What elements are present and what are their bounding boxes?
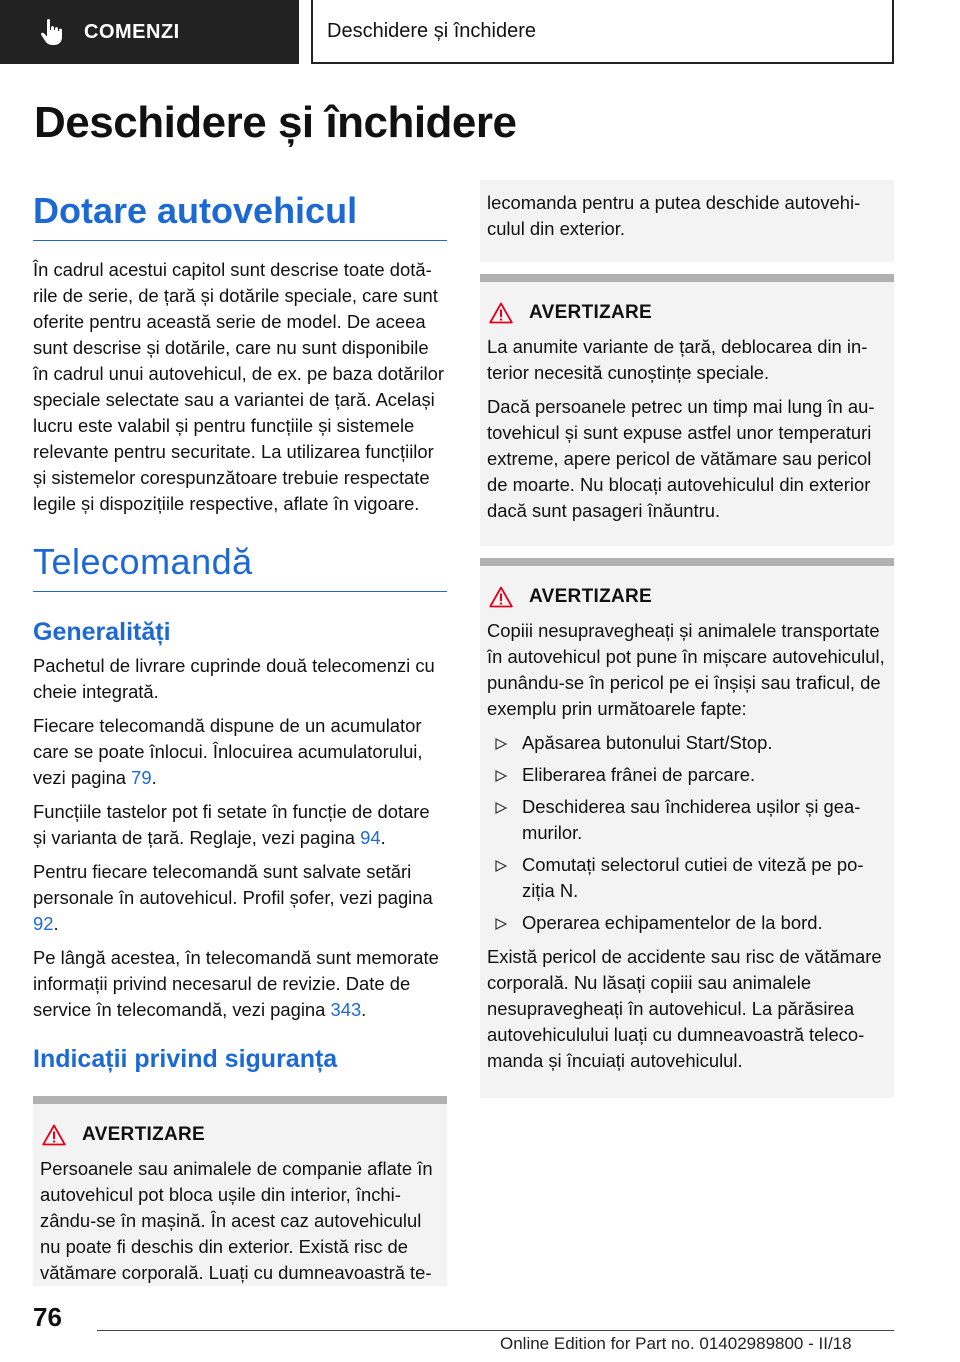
heading-telecomanda: Telecomandă — [33, 541, 447, 592]
warning-title: AVERTIZARE — [82, 1124, 205, 1145]
chapter-tab[interactable] — [311, 0, 894, 64]
list-item — [487, 910, 887, 936]
warning-text: Dacă persoanele petrec un timp mai lung în autovehicul și sunt expuse astfel unor temperaturi extreme, apere pericol de vătămare sau pericol de moarte. Nu blocați autovehiculul din exterior dacă sunt pasageri înăuntru. — [487, 396, 875, 521]
warning-triangle-icon — [489, 302, 513, 324]
paragraph-taste-text: Funcțiile tastelor pot fi setate în funcție de dotare și varianta de țară. Reglaje, vezi pagina — [33, 801, 430, 848]
page-link-92[interactable]: 92 — [33, 913, 54, 934]
paragraph-setari-text: Pentru fiecare telecomandă sunt salvate setări personale în autovehicul. Profil șofer, vezi pagina — [33, 861, 433, 908]
list-item-text: Eliberarea frânei de parcare. — [522, 764, 756, 785]
period: . — [151, 767, 157, 788]
period: . — [380, 827, 386, 848]
bullet-triangle-icon — [495, 860, 507, 872]
paragraph-taste — [33, 799, 447, 851]
warning-continuation — [480, 180, 894, 262]
list-item-text: Operarea echipamentelor de la bord. — [522, 912, 823, 933]
heading-dotare-autovehicul: Dotare autovehicul — [33, 190, 447, 241]
paragraph-dotare: În cadrul acestui capitol sunt descrise toate dotările de serie, de țară și dotările speciale, care sunt oferite pentru această serie de model. De aceea sunt descrise și dotările, care nu sunt disponibile în cadrul unui autovehicul, de ex. pe baza dotărilor speciale selectate sau a variantei de țară. Același lucru este valabil și pentru funcțiile și sistemele relevante pentru securitate. La utilizarea funcțiilor și sistemelor corespunzătoare trebuie respectate legile și dispozițiile respective, aflate în vigoare. — [33, 259, 444, 514]
footer-edition: Online Edition for Part no. 01402989800 - II/18 — [500, 1334, 852, 1353]
list-item — [487, 794, 887, 846]
paragraph-livrare: Pachetul de livrare cuprinde două telecomenzi cu cheie integrată. — [33, 655, 435, 702]
section-tab[interactable] — [0, 0, 299, 64]
section-tab-label: COMENZI — [84, 20, 180, 43]
bullet-triangle-icon — [495, 802, 507, 814]
right-column — [480, 180, 894, 1098]
warning-header — [487, 302, 887, 324]
warning-box — [480, 274, 894, 546]
page-title: Deschidere și închidere — [34, 98, 517, 147]
warning-header — [40, 1124, 440, 1146]
list-item-text: Apăsarea butonului Start/Stop. — [522, 732, 773, 753]
list-item — [487, 852, 887, 904]
period: . — [53, 913, 59, 934]
bullet-list — [487, 730, 887, 936]
bullet-triangle-icon — [495, 770, 507, 782]
list-item — [487, 762, 887, 788]
list-item-text: Comutați selectorul cutiei de viteză pe poziția N. — [522, 854, 864, 901]
paragraph-acumulator — [33, 713, 447, 791]
page-header — [0, 0, 960, 64]
bullet-triangle-icon — [495, 738, 507, 750]
warning-box — [480, 558, 894, 1098]
left-column — [33, 190, 447, 1286]
warning-title: AVERTIZARE — [529, 586, 652, 607]
list-item-text: Deschiderea sau închiderea ușilor și geamurilor. — [522, 796, 861, 843]
footer-divider — [97, 1330, 894, 1331]
paragraph-revizie-text: Pe lângă acestea, în telecomandă sunt memorate informații privind necesarul de revizie. Date de service în telecomandă, vezi pagina — [33, 947, 439, 1020]
paragraph-setari — [33, 859, 447, 937]
warning-box — [33, 1096, 447, 1286]
page-link-79[interactable]: 79 — [131, 767, 152, 788]
bullet-triangle-icon — [495, 918, 507, 930]
page-link-343[interactable]: 343 — [330, 999, 362, 1020]
warning-text: Există pericol de accidente sau risc de vătămare corporală. Nu lăsați copiii sau animalele nesupravegheați în autovehicul. La părăsirea autovehiculului luați cu dumneavoastră telecomanda și încuiați autovehiculul. — [487, 946, 882, 1071]
warning-header — [487, 586, 887, 608]
list-item — [487, 730, 887, 756]
warning-text: Copiii nesupravegheați și animalele transportate în autovehicul pot pune în mișcare autovehiculul, punându-se în pericol pe ei înșiși sau traficul, de exemplu prin următoarele fapte: — [487, 620, 885, 719]
warning-text: Persoanele sau animalele de companie aflate în autovehicul pot bloca ușile din interior, închizându-se în mașină. În acest caz autovehiculul nu poate fi deschis din exterior. Există risc de vătămare corporală. Luați cu dumneavoastră te- — [40, 1158, 433, 1283]
paragraph-acumulator-text: Fiecare telecomandă dispune de un acumulator care se poate înlocui. Înlocuirea acumulatorului, vezi pagina — [33, 715, 423, 788]
page-number: 76 — [33, 1302, 62, 1332]
period: . — [361, 999, 367, 1020]
warning-text: La anumite variante de țară, deblocarea din interior necesită cunoștințe speciale. — [487, 336, 868, 383]
warning-triangle-icon — [489, 586, 513, 608]
warning-triangle-icon — [42, 1124, 66, 1146]
heading-indicatii-siguranta: Indicații privind siguranța — [33, 1045, 338, 1073]
heading-generalitati: Generalități — [33, 618, 171, 646]
chapter-tab-label: Deschidere și închidere — [327, 19, 536, 42]
warning-continuation-text: lecomanda pentru a putea deschide autovehiculul din exterior. — [487, 192, 861, 239]
page-link-94[interactable]: 94 — [360, 827, 381, 848]
warning-title: AVERTIZARE — [529, 302, 652, 323]
paragraph-revizie — [33, 945, 447, 1023]
hand-pointer-icon — [40, 19, 64, 45]
